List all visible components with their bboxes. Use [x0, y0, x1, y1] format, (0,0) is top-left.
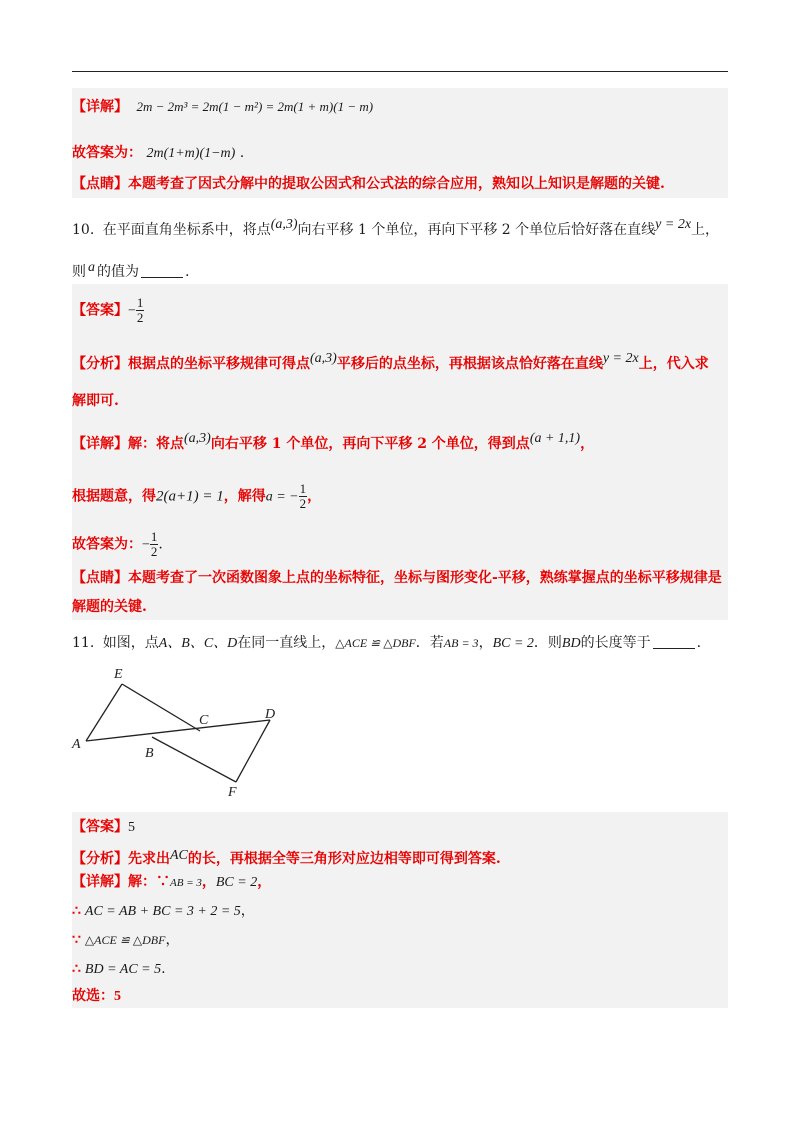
- q9-answer-row: [72, 142, 244, 165]
- q10-stem-end: .: [185, 264, 190, 280]
- q10-analysis-point: (a,3): [310, 351, 337, 366]
- segment-bf: [152, 737, 236, 782]
- q11-stem-text-3: ．若: [415, 635, 444, 651]
- q9-answer-end: .: [239, 145, 245, 161]
- q11-stem-text-6: 的长度等于: [580, 635, 651, 651]
- q11-step2-end: ，: [240, 903, 255, 919]
- q10-analysis-text-3: 上，代入求: [638, 356, 709, 372]
- q10-detail-row-2: [72, 482, 321, 511]
- q9-comment-text: 本题考查了因式分解中的提取公因式和公式法的综合应用，熟知以上知识是解题的关键.: [128, 176, 665, 192]
- q10-stem-line1: [72, 214, 719, 241]
- q10-detail-point2: (a + 1,1): [529, 431, 581, 446]
- q11-stem: [72, 632, 701, 655]
- q11-answer-row: [72, 816, 135, 839]
- q10-detail-end: ，: [307, 488, 322, 505]
- q10-analysis-text-2: 平移后的点坐标，再根据该点恰好落在直线: [336, 356, 603, 372]
- answer-label: 故答案为：: [72, 145, 142, 161]
- q11-stem-text: 如图，点: [102, 635, 159, 651]
- q11-detail-sep: ，: [201, 874, 216, 890]
- q10-answer-row: [72, 296, 144, 325]
- q11-congruence: △ACE ≌ △DBF: [335, 636, 416, 650]
- q10-answer-fraction: [136, 296, 145, 325]
- q10-comment-row-2: [72, 596, 147, 618]
- q10-stem-text-4a: 则: [72, 264, 86, 280]
- q10-stem-text: 在平面直角坐标系中，将点: [102, 222, 271, 238]
- label-c: C: [199, 713, 209, 728]
- q10-detail-text-3: ，: [580, 436, 595, 452]
- q11-step4-row: [72, 958, 166, 981]
- q11-detail-text: 解：∵: [128, 874, 170, 890]
- q11-step4-end: .: [161, 961, 166, 977]
- q10-detail-text: 解：将点: [128, 436, 184, 452]
- comment-tag: 【点睛】: [72, 176, 128, 192]
- q10-stem-text-3: 上，: [691, 222, 720, 238]
- q11-step4-equation: BD = AC = 5: [84, 962, 162, 977]
- q10-detail-point: (a,3): [184, 431, 211, 446]
- q10-detail-text-5: ，解得: [223, 488, 266, 505]
- fraction-denominator: 2: [150, 544, 158, 559]
- q10-detail-fraction: [299, 482, 308, 511]
- q11-analysis-text-2: 的长，再根据全等三角形对应边相等即可得到答案.: [187, 851, 501, 867]
- detail-tag: 【详解】: [72, 874, 128, 890]
- q11-final-value: 5: [114, 989, 121, 1004]
- fraction-denominator: 2: [136, 310, 144, 325]
- q11-step2-equation: AC = AB + BC = 3 + 2 = 5: [84, 904, 241, 919]
- q11-answer-value: 5: [128, 820, 135, 835]
- segment-df: [236, 720, 270, 782]
- q11-stem-text-5: ．则: [533, 635, 562, 651]
- therefore-symbol: ∴: [72, 903, 81, 919]
- label-b: B: [145, 746, 154, 761]
- answer-label: 故答案为：: [72, 536, 142, 553]
- q10-analysis-row-2: [72, 390, 119, 412]
- label-f: F: [228, 785, 237, 800]
- therefore-symbol: ∴: [72, 961, 81, 977]
- q10-stem-line2: [72, 257, 189, 283]
- q11-analysis-ac: AC: [170, 848, 188, 863]
- q11-points: A、B、C、D: [158, 636, 238, 651]
- answer-tag: 【答案】: [72, 819, 128, 835]
- q11-step2-row: [72, 900, 255, 923]
- fraction-numerator: 1: [150, 529, 158, 544]
- label-e: E: [114, 667, 123, 682]
- q10-var-a: a: [88, 260, 95, 275]
- fraction-numerator: 1: [136, 295, 144, 310]
- q11-analysis-text: 先求出: [128, 851, 170, 867]
- fraction-denominator: 2: [299, 496, 307, 511]
- q10-line: y = 2x: [655, 217, 692, 232]
- q10-analysis-text: 根据点的坐标平移规律可得点: [128, 356, 310, 372]
- q9-answer-math: 2m(1+m)(1−m): [146, 146, 236, 161]
- header-rule: [72, 71, 728, 72]
- q10-final-end: .: [158, 536, 163, 553]
- q11-stem-text-2: 在同一直线上，: [237, 635, 336, 651]
- label-a: A: [72, 737, 81, 752]
- q10-stem-text-2: 向右平移 1 个单位，再向下平移 2 个单位后恰好落在直线: [297, 222, 656, 238]
- detail-tag: 【详解】: [72, 99, 128, 115]
- q10-detail-text-2: 向右平移 1 个单位，再向下平移 2 个单位，得到点: [210, 436, 530, 452]
- q11-geometry-figure: [66, 660, 296, 800]
- question-number: 10.: [72, 222, 95, 238]
- question-number: 11.: [72, 635, 95, 651]
- q11-bc: BC = 2: [492, 636, 534, 651]
- q11-final-row: [72, 985, 121, 1008]
- q10-comment-row: [72, 567, 722, 589]
- analysis-tag: 【分析】: [72, 851, 128, 867]
- q10-detail-solution: a = −: [265, 489, 299, 505]
- q11-stem-end: .: [696, 635, 702, 651]
- q9-detail-math: 2m − 2m³ = 2m(1 − m²) = 2m(1 + m)(1 − m): [136, 99, 374, 114]
- q10-stem-text-4b: 的值为: [97, 264, 139, 280]
- q11-detail-end: ，: [257, 874, 272, 890]
- q11-step3-congruence: △ACE ≌ △DBF: [84, 933, 166, 947]
- q10-detail-row: [72, 428, 594, 455]
- q10-final-sign: −: [142, 537, 150, 553]
- q11-step3-row: [72, 929, 179, 951]
- q11-detail-ab: AB = 3: [170, 877, 202, 889]
- q11-step3-end: ，: [165, 932, 180, 948]
- comment-tag: 【点睛】: [72, 570, 128, 586]
- fraction-numerator: 1: [299, 481, 307, 496]
- q10-analysis-row: [72, 348, 709, 375]
- answer-tag: 【答案】: [72, 302, 128, 319]
- q9-detail-row: [72, 96, 373, 118]
- answer-blank: [653, 634, 695, 649]
- q10-answer-sign: −: [128, 303, 136, 319]
- final-label: 故选：: [72, 988, 114, 1004]
- segment-ec: [122, 684, 200, 731]
- q10-point: (a,3): [270, 217, 298, 232]
- q11-detail-bc: BC = 2: [215, 875, 258, 890]
- segment-ad: [86, 720, 270, 741]
- label-d: D: [265, 707, 276, 722]
- q11-bd: BD: [561, 636, 581, 651]
- q11-stem-text-4: ，: [478, 635, 493, 651]
- q10-comment-text-2: 解题的关键.: [72, 599, 147, 615]
- q10-detail-text-4: 根据题意，得: [72, 488, 156, 505]
- q10-detail-equation: 2(a+1) = 1: [156, 488, 224, 505]
- q10-analysis-text-4: 解即可.: [72, 393, 119, 409]
- q10-final-answer-row: [72, 530, 163, 559]
- q11-detail-row: [72, 871, 271, 894]
- because-symbol: ∵: [72, 932, 81, 948]
- q11-analysis-row: [72, 845, 501, 870]
- q9-comment-row: [72, 173, 665, 195]
- segment-ae: [86, 684, 122, 741]
- detail-tag: 【详解】: [72, 436, 128, 452]
- q11-ab: AB = 3: [443, 636, 479, 650]
- q10-comment-text: 本题考查了一次函数图象上点的坐标特征，坐标与图形变化-平移，熟练掌握点的坐标平移规律是: [128, 570, 722, 586]
- answer-blank: [141, 263, 183, 278]
- q10-analysis-line: y = 2x: [602, 351, 639, 366]
- analysis-tag: 【分析】: [72, 356, 128, 372]
